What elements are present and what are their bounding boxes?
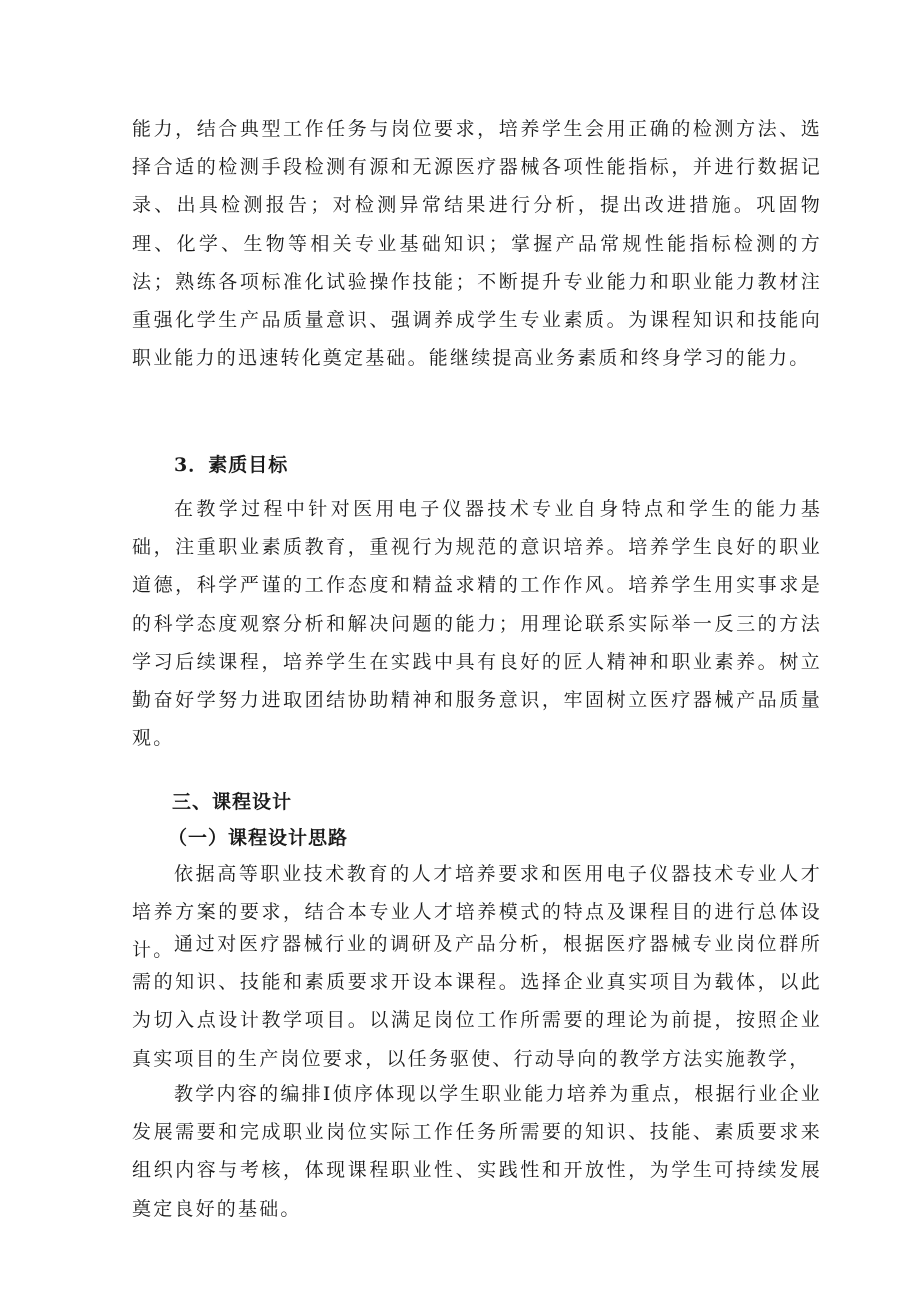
paragraph-industry-research: 通过对医疗器械行业的调研及产品分析，根据医疗器械专业岗位群所需的知识、技能和素质要求开设本课程。选择企业真实项目为载体，以此为切入点设计教学项目。以满足岗位工作所需要的理论为前提，按照企业真实项目的生产岗位要求，以任务驱使、行动导向的教学方法实施教学，	[132, 933, 822, 1070]
heading-quality-goal: 3．素质目标	[174, 454, 289, 476]
paragraph-quality-goal: 在教学过程中针对医用电子仪器技术专业自身特点和学生的能力基础，注重职业素质教育，重视行为规范的意识培养。培养学生良好的职业道德，科学严谨的工作态度和精益求精的工作作风。培养学生用实事求是的科学态度观察分析和解决问题的能力；用理论联系实际举一反三的方法学习后续课程，培养学生在实践中具有良好的匠人精神和职业素养。树立勤奋好学努力进取团结协助精神和服务意识，牢固树立医疗器械产品质量观。	[132, 498, 822, 750]
paragraph-design-basis: 依据高等职业技术教育的人才培养要求和医用电子仪器技术专业人才培养方案的要求，结合本专业人才培养模式的特点及课程目的进行总体设计。	[132, 863, 822, 962]
paragraph-ability-goal: 能力，结合典型工作任务与岗位要求，培养学生会用正确的检测方法、选择合适的检测手段检测有源和无源医疗器械各项性能指标，并进行数据记录、出具检测报告；对检测异常结果进行分析，提出改进措施。巩固物理、化学、生物等相关专业基础知识；掌握产品常规性能指标检测的方法；熟练各项标准化试验操作技能；不断提升专业能力和职业能力教材注重强化学生产品质量意识、强调养成学生专业素质。为课程知识和技能向职业能力的迅速转化奠定基础。能继续提高业务素质和终身学习的能力。	[132, 118, 822, 370]
heading-course-design: 三、课程设计	[172, 791, 293, 813]
heading-design-idea: （一）课程设计思路	[168, 827, 349, 849]
paragraph-content-arrangement: 教学内容的编排I侦序体现以学生职业能力培养为重点，根据行业企业发展需要和完成职业岗位实际工作任务所需要的知识、技能、素质要求来组织内容与考核，体现课程职业性、实践性和开放性，为学生可持续发展奠定良好的基础。	[132, 1083, 822, 1220]
